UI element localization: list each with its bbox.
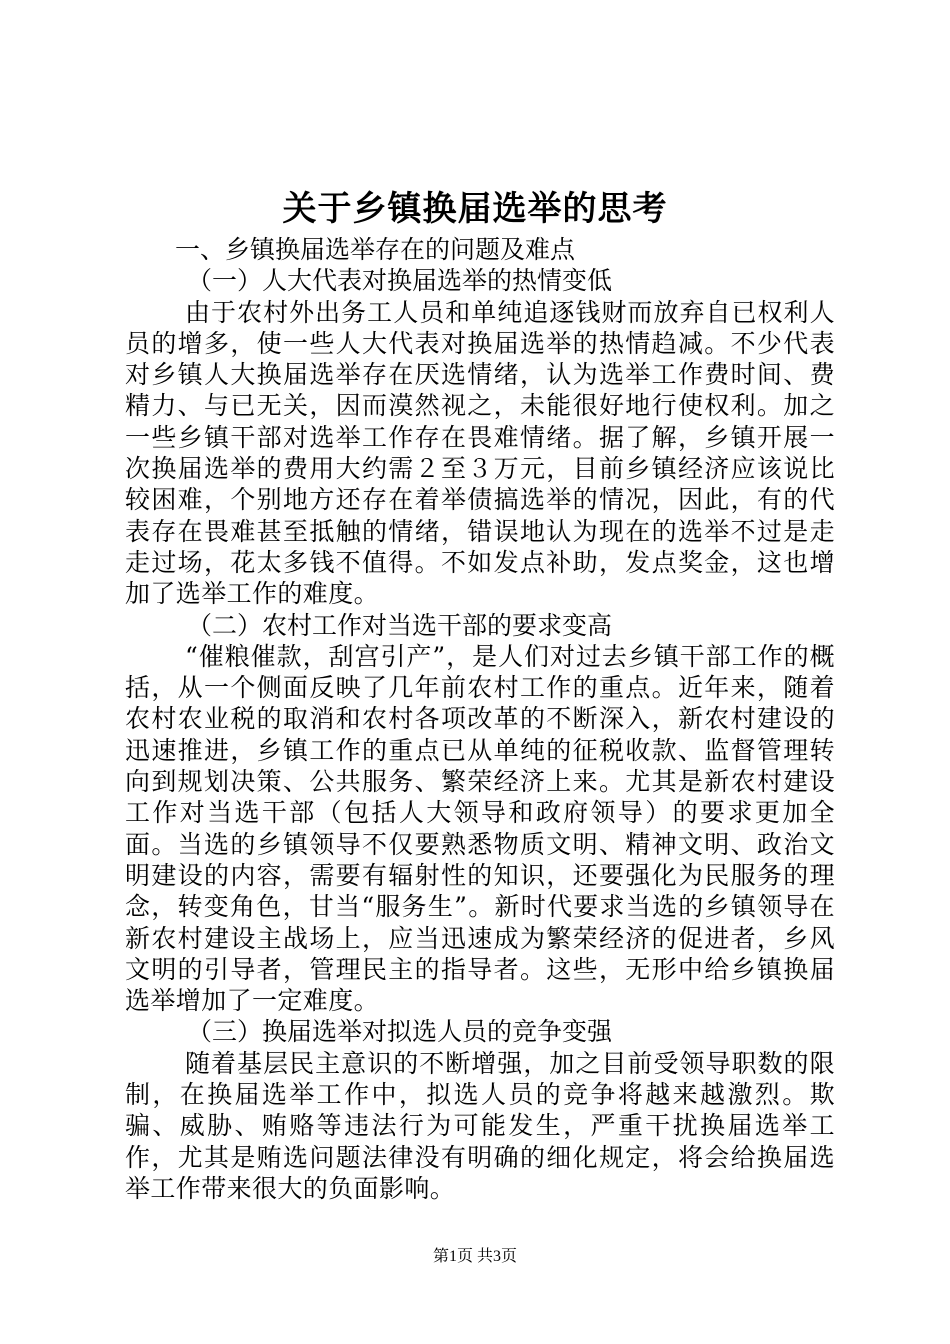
paragraph-1: 由于农村外出务工人员和单纯追逐钱财而放弃自已权利人员的增多，使一些人大代表对换届选举的热情趋减。不少代表对乡镇人大换届选举存在厌选情绪，认为选举工作费时间、费精力、与已无关，因而漠然视之，未能很好地行使权利。加之一些乡镇干部对选举工作存在畏难情绪。据了解，乡镇开展一次换届选举的费用大约需２至３万元，目前乡镇经济应该说比较困难，个别地方还存在着举债搞选举的情况，因此，有的代表存在畏难甚至抵触的情绪，错误地认为现在的选举不过是走走过场，花太多钱不值得。不如发点补助，发点奖金，这也增加了选举工作的难度。 [125,297,835,609]
document-body [125,234,835,1204]
document-title: 关于乡镇换届选举的思考 [282,189,668,229]
section-heading-1: 一、乡镇换届选举存在的问题及难点 [175,235,576,264]
paragraph-2: “催粮催款，刮宫引产”，是人们对过去乡镇干部工作的概括，从一个侧面反映了几年前农村工作的重点。近年来，随着农村农业税的取消和农村各项改革的不断深入，新农村建设的迅速推进，乡镇工作的重点已从单纯的征税收款、监督管理转向到规划决策、公共服务、繁荣经济上来。尤其是新农村建设工作对当选干部（包括人大领导和政府领导）的要求更加全面。当选的乡镇领导不仅要熟悉物质文明、精神文明、政治文明建设的内容，需要有辐射性的知识，还要强化为民服务的理念，转变角色，甘当“服务生”。新时代要求当选的乡镇领导在新农村建设主战场上，应当迅速成为繁荣经济的促进者，乡风文明的引导者，管理民主的指导者。这些，无形中给乡镇换届选举增加了一定难度。 [125,641,835,1016]
subsection-heading-2: （二）农村工作对当选干部的要求变高 [187,610,613,640]
page-footer: 第1页 共3页 [432,1248,517,1265]
paragraph-3: 随着基层民主意识的不断增强，加之目前受领导职数的限制，在换届选举工作中，拟选人员的竞争将越来越激烈。欺骗、威胁、贿赂等违法行为可能发生，严重干扰换届选举工作，尤其是贿选问题法律没有明确的细化规定，将会给换届选举工作带来很大的负面影响。 [125,1048,835,1203]
subsection-heading-1: （一）人大代表对换届选举的热情变低 [187,266,613,296]
subsection-heading-3: （三）换届选举对拟选人员的竞争变强 [187,1017,613,1047]
